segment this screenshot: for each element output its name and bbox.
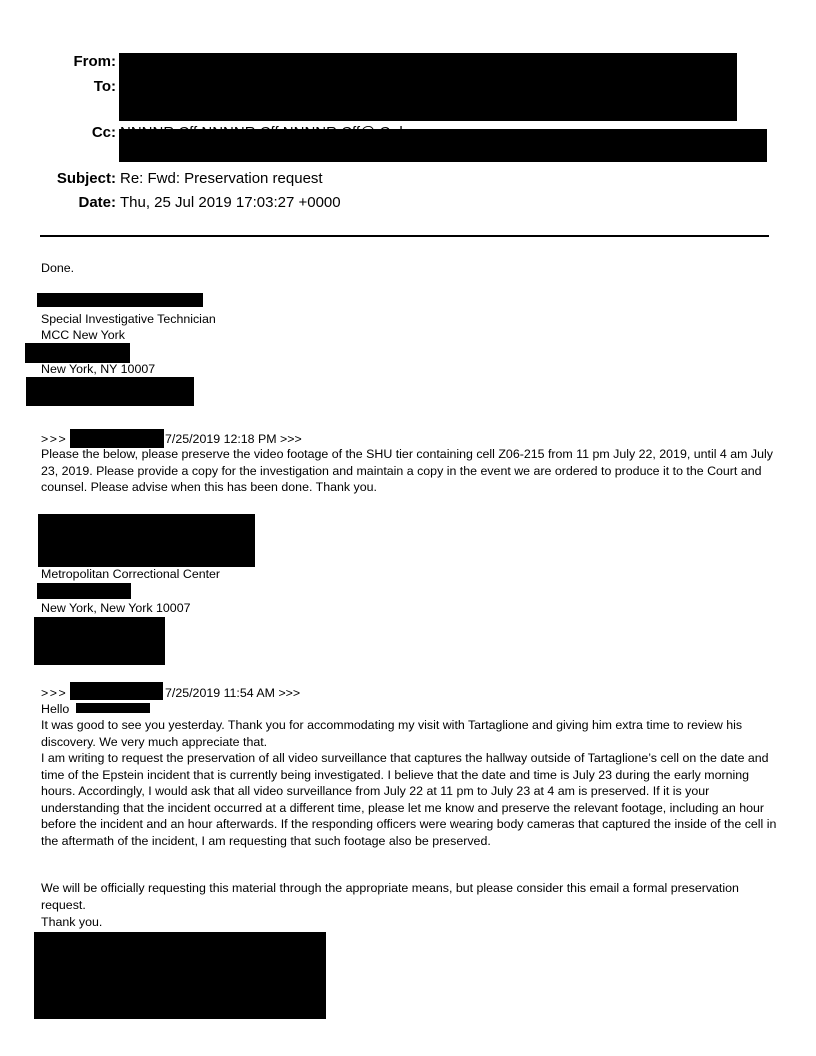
header-divider (40, 235, 769, 237)
redaction-forward1-contact (34, 617, 165, 665)
forward2-para3: We will be officially requesting this material through the appropriate means, but please consider this email a formal preservation request. (41, 881, 739, 912)
forward1-signature-city: New York, New York 10007 (41, 601, 191, 615)
redaction-cc (119, 129, 767, 162)
redaction-sig-contact (26, 377, 194, 406)
reply-body: Done. (41, 261, 75, 275)
redaction-forward1-signature (38, 514, 255, 567)
signature-city: New York, NY 10007 (41, 362, 156, 376)
redaction-sender-name (37, 293, 203, 307)
forward2-para1: It was good to see you yesterday. Thank you for accommodating my visit with Tartaglione and giving him extra time to review his discovery. We very much appreciate that. (41, 718, 743, 749)
forward2-greeting: Hello (41, 702, 70, 716)
redaction-forward1-address (37, 583, 131, 599)
forward2-prefix: >>> (41, 686, 68, 700)
forward2-closing: Thank you. (41, 915, 103, 929)
date-value: Thu, 25 Jul 2019 17:03:27 +0000 (120, 194, 341, 211)
forward2-para2: I am writing to request the preservation of all video surveillance that captures the hallway outside of Tartaglione’s cell on the date and time of the Epstein incident that is currently being investigated. I believe that the date and time is July 23 during the early morning hours. Accordingly, I would ask that all video surveillance from July 22 at 11 pm to July 23 at 4 am is preserved. If it is your understanding that the incident occurred at a different time, please let me know and preserve the relevant footage, including an hour before the incident and an hour afterwards. If the responding officers were wearing body cameras that captured the inside of the cell in the aftermath of the incident, I am requesting that such footage also be preserved. (41, 751, 777, 848)
from-label: From: (73, 53, 116, 70)
signature-org: MCC New York (41, 328, 126, 342)
forward1-header-suffix: 7/25/2019 12:18 PM >>> (165, 432, 302, 446)
redaction-forward2-signature (34, 932, 326, 1019)
signature-title: Special Investigative Technician (41, 312, 216, 326)
forward1-prefix: >>> (41, 432, 68, 446)
subject-label: Subject: (56, 170, 116, 187)
redaction-greeting-name (76, 703, 150, 713)
forward2-header-suffix: 7/25/2019 11:54 AM >>> (165, 686, 301, 700)
redaction-forward2-sender (70, 682, 163, 700)
forward1-signature-org: Metropolitan Correctional Center (41, 567, 221, 581)
date-label: Date: (78, 194, 116, 211)
subject-value: Re: Fwd: Preservation request (120, 170, 323, 187)
to-label: To: (93, 78, 116, 95)
forward1-body: Please the below, please preserve the video footage of the SHU tier containing cell Z06-215 from 11 pm July 22, 2019, until 4 am July 23, 2019. Please provide a copy for the investigation and maintain a copy in the event we are ordered to produce it to the Court and counsel. Please advise when this has been done. Thank you. (41, 447, 773, 494)
redaction-from-to (119, 53, 737, 121)
cc-label: Cc: (91, 124, 116, 141)
redaction-sig-address (25, 343, 130, 363)
